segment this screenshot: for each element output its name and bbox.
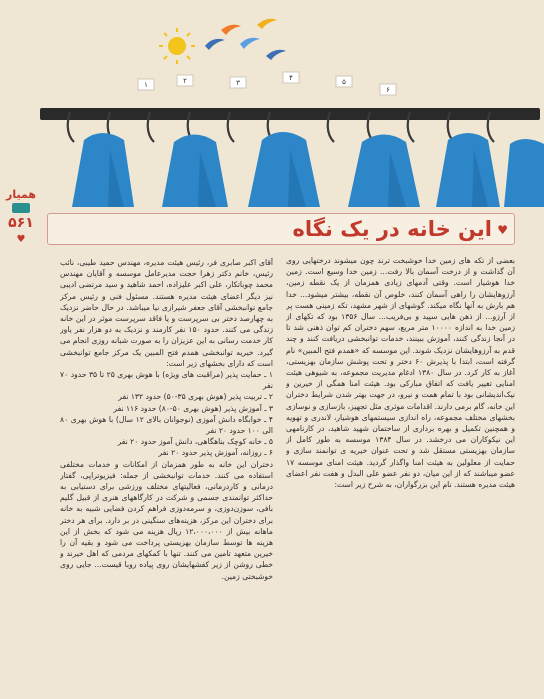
brand-logo-icon bbox=[12, 203, 30, 213]
article-column-left bbox=[60, 257, 273, 623]
coat-tag-label: ۲ bbox=[183, 77, 187, 85]
coat-tag-label: ۳ bbox=[236, 79, 240, 87]
coat-tag-label: ۶ bbox=[386, 86, 390, 94]
magazine-brand bbox=[3, 188, 39, 245]
heart-icon: ♥ bbox=[497, 223, 508, 237]
magazine-name: همیار bbox=[6, 188, 36, 201]
coat-tag-label: ۱ bbox=[144, 81, 148, 89]
coat-tag-label: ۵ bbox=[342, 78, 346, 86]
article-title: این خانه در یک نگاه bbox=[292, 217, 492, 241]
article-photo bbox=[0, 0, 544, 207]
coat-tag-label: ۴ bbox=[289, 74, 293, 82]
article-column-right bbox=[286, 255, 515, 665]
coat-rack-illustration bbox=[0, 0, 544, 207]
issue-number: ۵۶۱ bbox=[8, 215, 34, 231]
heart-icon: ♥ bbox=[16, 234, 26, 245]
article-paragraph: آقای اکبر صابری فر، رئیس هیئت مدیره، مهندس حمید طیبی، نائب رئیس، خانم دکتر زهرا حجت مدیرعامل موسسه و آقایان مهندس محمد چوباتکار، علی اکبر علیزاده، احمد شاهید و سید مرتضی ادیبی نیز دیگر اعضای هیئت مدیره هستند. مسئول فنی و رئیس مرکز جامع توانبخشی آقای جعفر شیرازی نیا میباشد. در حال حاضر نزدیک به چهارصد دختر بی سرپرست و یا فاقد سرپرست موثر در این خانه زندگی می کنند. حدود ۱۵۰ نفر کارمند و نزدیک به دو هزار نفر یاور کار خدمت رسانی به این عزیزان را به صورت شبانه روزی انجام می گیرد. خیریه توانبخشی همدم فتح المبین یک مرکز جامع توانبخشی است که دارای بخشهای زیر است: ۱ ـ حمایت پذیر (مراقبت های ویژه) با هوش بهری ۲۵ تا ۳۵ حدود ۷۰ نفر ۲ ـ تربیت پذیر (هوش بهری ۳۵-۵۰) حدود ۱۳۲ نفر ۳ ـ آموزش پذیر (هوش بهری ۵۰-۸۰) حدود ۱۱۶ نفر ۴ ـ خوابگاه دانش آموزی (نوجوانان بالای ۱۲ سال) با هوش بهری ۸۰ الی ۱۰۰ حدود ۲۰ نفر ۵ ـ خانه کوچک بناهگاهی، دانش آموز حدود ۲۰ نفر ۶ ـ روزانه، آموزش پذیر حدود ۲۰ نفر دختران این خانه به طور همزمان از امکانات و خدمات مختلفی استفاده می کنند. خدمات توانبخشی از جمله: فیزیوتراپی، گفتار درمانی و کاردرمانی، فعالیتهای مختلف ورزشی برای دستیابی به حداکثر توانمندی جسمی و شرکت در کارگاههای هنری از قبیل گلیم بافی، سوزن‌دوزی، و سرمه‌دوزی فراهم کردن فضایی شبیه به خانه برای دختران این مرکز، هزینه‌های سنگینی در بر دارد. برای هر دختر ماهانه بیش از ۱۲،۰۰۰،۰۰۰ ریال هزینه می شود که بخش از این هزینه ها توسط سازمان بهزیستی پرداخت می شود و بقیه آن را خیرین متعهد تامین می کنند. تنها با کمکهای مردمی که اهل خیرند و خطی روشن از زیر کفشهایشان روی پیاده روبا قیست... جایی روی خوشبختی زمین. bbox=[60, 258, 273, 581]
article-title-box bbox=[47, 213, 515, 245]
article-paragraph: بعضی از تکه های زمین خدا خوشبخت ترند چون میشوند درختهایی روی آن گذاشت و از درخت آسمان بالا رفت... زمین خدا وسیع است. زمین خدا هوشیار است. وقتی آدمهای زیادی همزمان از یک نقطه زمین، آرزوهایشان را راهی آسمان کنند، خلوص آن نقطه، بیشتر میشود... خدا هم بارش به آنها نگاه میکند. گوشهای از شهر مشهد، تکه زمینی هست پر از آرزو... از ذهن هایی سپید و بی‌فریب... سال ۱۳۵۶ بود که تکهای از زمین خدا به اندازه ۱۰۰۰۰ متر مربع، سهم دختران کم توان ذهنی شد تا در آنجا زندگی کنند، آموزش ببینند، خدمات توانبخشی دریافت کنند و چند قدم به آرزوهایشان نزدیک شوند. این موسسه که «همدم فتح المبین» نام گرفته است، ابتدا با پذیرش ۶۰ دختر و تحت پوشش سازمان بهزیستی، آغاز به کار کرد. در سال ۱۳۸۰ ادغام مدیریت مجموعه، به شیوهی هیئت امنایی تغییر یافت که اتفاق مبارکی بود. هیئت امنا همگی از خیرین و نیک‌اندیشانی بود با تمام همت و نیرو، در جهت بهتر شدن شرایط دختران این خانه، گام برمی دارند. اقدامات موثری مثل تجهیز، بازسازی و نوسازی بخشهای مختلف مجموعه، راه اندازی سیستمهای هوشیار، لاندری و تهویه و همچنین تکمیل و بهره برداری از ساختمان شهید شاهید، در کارنامهی این نیکوکاران می درخشد. در سال ۱۳۸۴ موسسه به طور کامل از سازمان بهزیستی مستقل شد و تحت عنوان خیریه ی توانمند سازی و حمایت از معلولین به هیئت امنا واگذار گردید. هیئت امنای موسسه ۱۷ عضو میباشند که از این میان، دو نفر عضو علی البدل و هفت نفر اعضای هیئت مدیره هستند. نام این بزرگواران، به شرح زیر است: bbox=[286, 256, 515, 490]
sun-icon bbox=[168, 37, 186, 55]
